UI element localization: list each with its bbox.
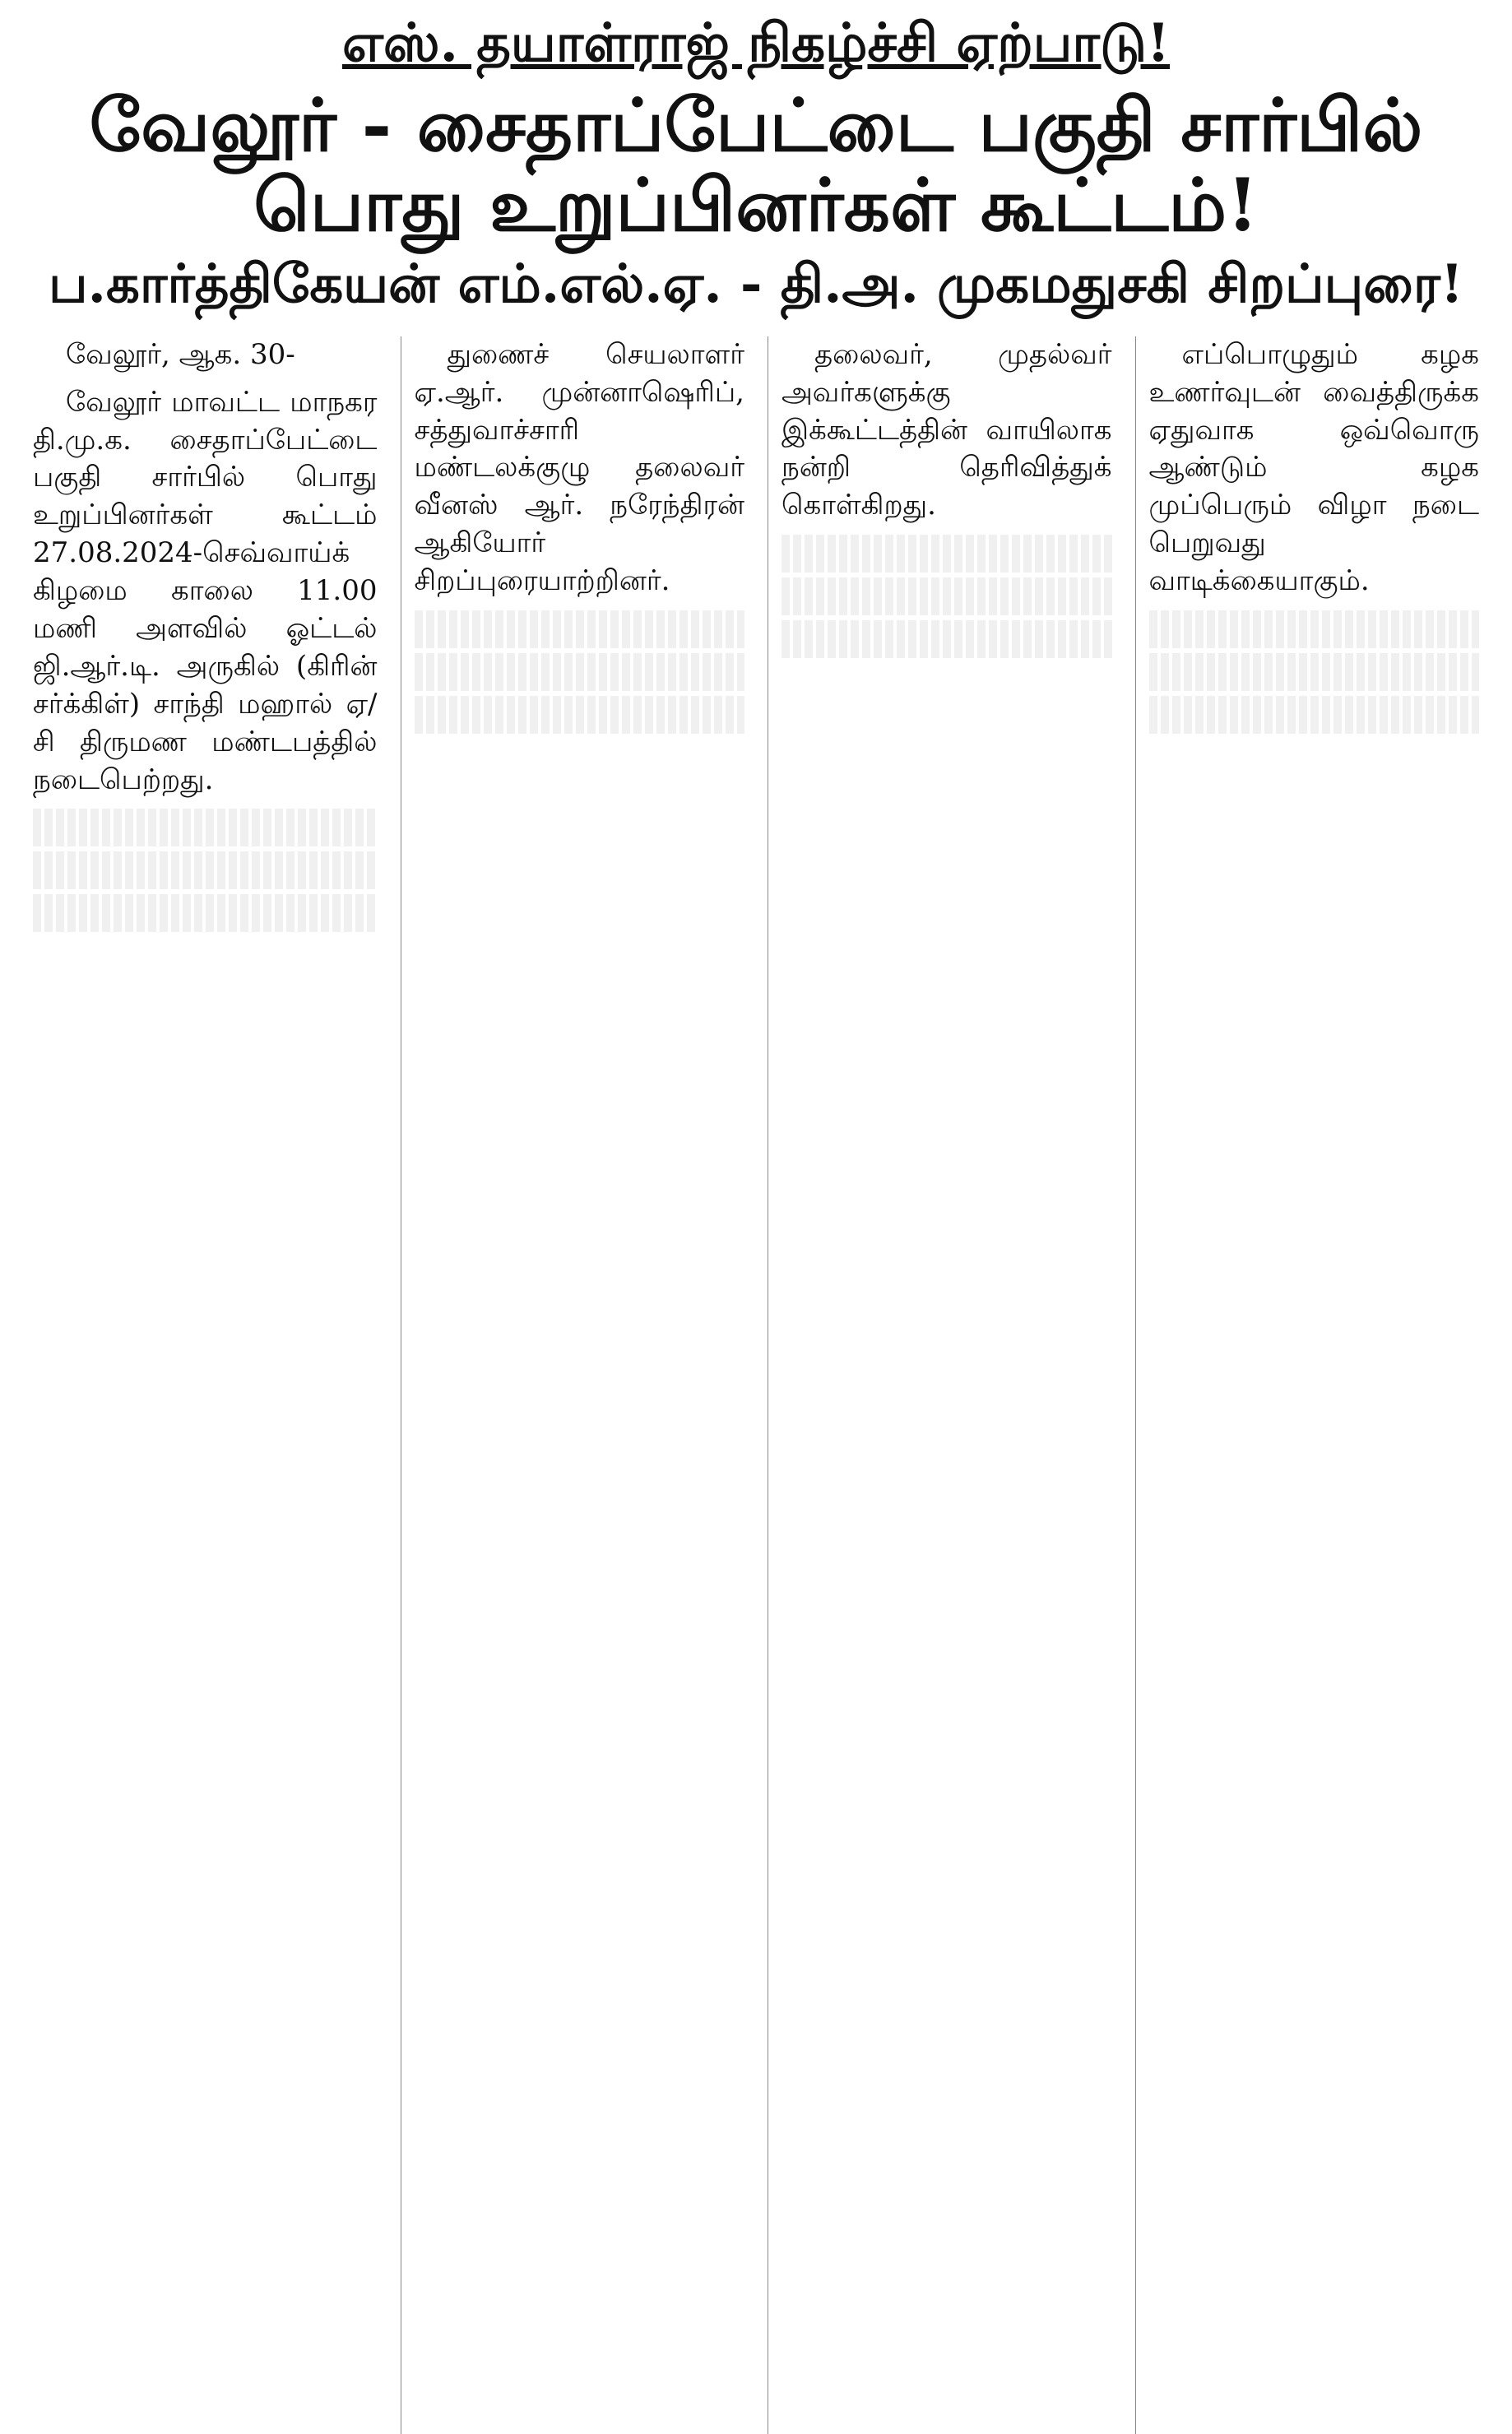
subheadline: ப.கார்த்திகேயன் எம்.எல்.ஏ. - தி.அ. முகமதுசகி சிறப்புரை! [49,253,1463,315]
column-3 [768,336,1112,2434]
unread-text-placeholder [782,535,1112,573]
unread-text-placeholder [415,610,745,648]
unread-text-placeholder [415,653,745,691]
kicker-line: எஸ். தயாள்ராஜ் நிகழ்ச்சி ஏற்பாடு! [341,12,1171,74]
paragraph: வேலூர் மாவட்ட மாநகர தி.மு.க. சைதாப்பேட்டை பகுதி சார்பில் பொது உறுப்பினர்கள் கூட்டம் 27.08.2024-செவ்வாய்க் கிழமை காலை 11.00 மணி அளவில் ஓட்டல் ஜி.ஆர்.டி. அருகில் (கிரின் சர்க்கிள்) சாந்தி மஹால் ஏ/சி திருமண மண்டபத்தில் நடைபெற்றது. [33,385,378,796]
unread-text-placeholder [1149,653,1480,691]
unread-text-placeholder [33,851,378,889]
main-headline: வேலூர் - சைதாப்பேட்டை பகுதி சார்பில் பொது உறுப்பினர்கள் கூட்டம்! [89,82,1423,248]
column-2 [401,336,745,2434]
unread-text-placeholder [782,577,1112,615]
paragraph: துணைச் செயலாளர் ஏ.ஆர். முன்னாஷெரிப், சத்துவாச்சாரி மண்டலக்குழு தலைவர் வீனஸ் ஆர். நரேந்திரன் ஆகியோர் சிறப்புரையாற்றினர். [414,337,744,598]
column-4 [1135,336,1480,2434]
column-1 [33,336,378,2434]
article-columns [33,336,1479,2434]
unread-text-placeholder [415,696,745,734]
unread-text-placeholder [33,809,378,846]
unread-text-placeholder [1149,610,1480,648]
unread-text-placeholder [1149,696,1480,734]
unread-text-placeholder [33,894,378,932]
paragraph: வேலூர், ஆக. 30- [66,337,295,371]
unread-text-placeholder [782,620,1112,658]
paragraph: தலைவர், முதல்வர் அவர்களுக்கு இக்கூட்டத்தின் வாயிலாக நன்றி தெரிவித்துக் கொள்கிறது. [782,337,1112,522]
paragraph: எப்பொழுதும் கழக உணர்வுடன் வைத்திருக்க ஏதுவாக ஒவ்வொரு ஆண்டும் கழக முப்பெரும் விழா நடை பெறுவது வாடிக்கையாகும். [1148,337,1479,598]
